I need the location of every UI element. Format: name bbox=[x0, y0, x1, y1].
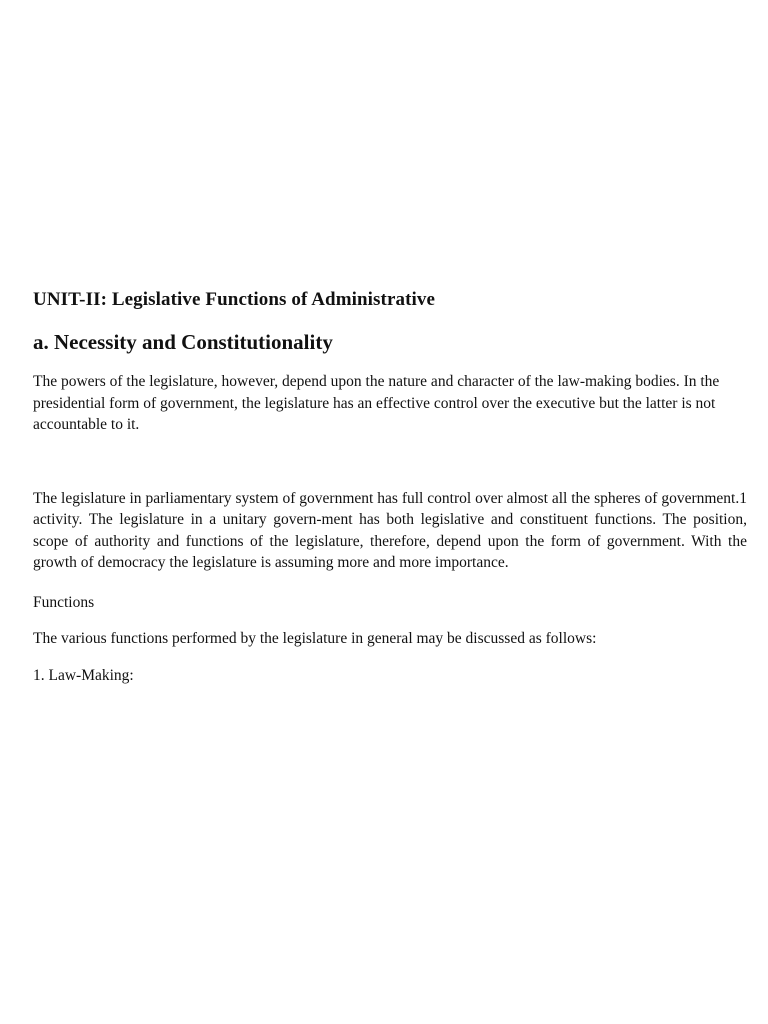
functions-intro: The various functions performed by the legislature in general may be discussed as follows: bbox=[33, 630, 597, 647]
paragraph-parliamentary: The legislature in parliamentary system of government has full control over almost all the spheres of government.1 activity. The legislature in a unitary govern-ment has both legislative and constituent functions. The position, scope of authority and functions of the legislature, therefore, depend upon the form of government. With the growth of democracy the legislature is assuming more and more importance. bbox=[33, 489, 747, 571]
section-title: a. Necessity and Constitutionality bbox=[33, 330, 333, 354]
document-content bbox=[33, 288, 747, 701]
functions-heading: Functions bbox=[33, 593, 95, 611]
paragraph-presidential: The powers of the legislature, however, depend upon the nature and character of the law-making bodies. In the presidential form of government, the legislature has an effective control over the executive but the latter is not accountable to it. bbox=[33, 373, 720, 433]
unit-title: UNIT-II: Legislative Functions of Administrative bbox=[33, 289, 436, 310]
list-item-law-making: 1. Law-Making: bbox=[33, 666, 134, 684]
